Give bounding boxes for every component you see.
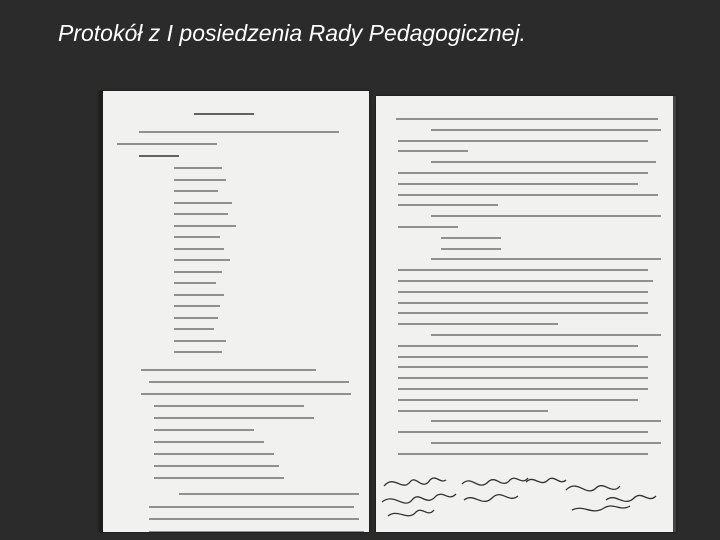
typed-line xyxy=(149,381,349,383)
typed-line xyxy=(396,118,658,120)
typed-line xyxy=(154,405,304,407)
typed-line xyxy=(398,345,638,347)
typed-line xyxy=(154,465,279,467)
typed-line xyxy=(398,204,498,206)
document-page-left xyxy=(99,91,369,532)
typed-line xyxy=(174,294,224,296)
typed-line xyxy=(174,282,216,284)
slide-title: Protokół z I posiedzenia Rady Pedagogicznej. xyxy=(58,20,526,46)
typed-line xyxy=(431,442,661,444)
typed-line xyxy=(174,202,232,204)
typed-line xyxy=(139,155,179,157)
typed-line xyxy=(141,369,316,371)
typed-line xyxy=(398,323,558,325)
typed-line xyxy=(398,183,638,185)
typed-line xyxy=(154,441,264,443)
typed-line xyxy=(398,269,648,271)
typed-line xyxy=(431,258,661,260)
typed-line xyxy=(154,417,314,419)
typed-line xyxy=(179,493,359,495)
typed-line xyxy=(154,429,254,431)
typed-line xyxy=(174,179,226,181)
typed-line xyxy=(154,477,284,479)
typed-line xyxy=(174,305,220,307)
typed-line xyxy=(398,312,648,314)
typed-line xyxy=(149,518,359,520)
typed-line xyxy=(141,393,351,395)
typed-line xyxy=(174,351,222,353)
handwritten-signatures xyxy=(376,466,676,526)
typed-text-block xyxy=(99,91,369,532)
typed-line xyxy=(174,248,224,250)
typed-line xyxy=(174,236,220,238)
typed-line xyxy=(398,280,653,282)
typed-line xyxy=(117,143,217,145)
typed-line xyxy=(398,431,648,433)
typed-line xyxy=(174,340,226,342)
typed-line xyxy=(398,366,648,368)
typed-line xyxy=(149,506,354,508)
typed-line xyxy=(174,190,218,192)
typed-line xyxy=(398,410,548,412)
typed-line xyxy=(398,150,468,152)
typed-line xyxy=(431,161,656,163)
typed-line xyxy=(431,420,661,422)
typed-line xyxy=(398,172,648,174)
typed-line xyxy=(398,226,458,228)
typed-line xyxy=(174,271,222,273)
typed-line xyxy=(149,531,364,533)
typed-line xyxy=(174,259,230,261)
typed-line xyxy=(174,328,214,330)
typed-line xyxy=(398,399,638,401)
typed-line xyxy=(398,291,648,293)
typed-line xyxy=(398,140,648,142)
typed-line xyxy=(431,334,661,336)
typed-line xyxy=(139,131,339,133)
typed-line xyxy=(431,129,661,131)
typed-line xyxy=(154,453,274,455)
typed-line xyxy=(194,113,254,115)
typed-line xyxy=(174,167,222,169)
typed-line xyxy=(441,237,501,239)
typed-line xyxy=(174,225,236,227)
document-page-right xyxy=(376,96,676,532)
typed-line xyxy=(398,356,648,358)
typed-line xyxy=(398,194,658,196)
typed-line xyxy=(431,215,661,217)
typed-line xyxy=(174,213,228,215)
typed-line xyxy=(398,388,648,390)
typed-line xyxy=(398,377,648,379)
typed-line xyxy=(174,317,218,319)
typed-line xyxy=(398,302,648,304)
typed-line xyxy=(441,248,501,250)
typed-line xyxy=(398,453,648,455)
